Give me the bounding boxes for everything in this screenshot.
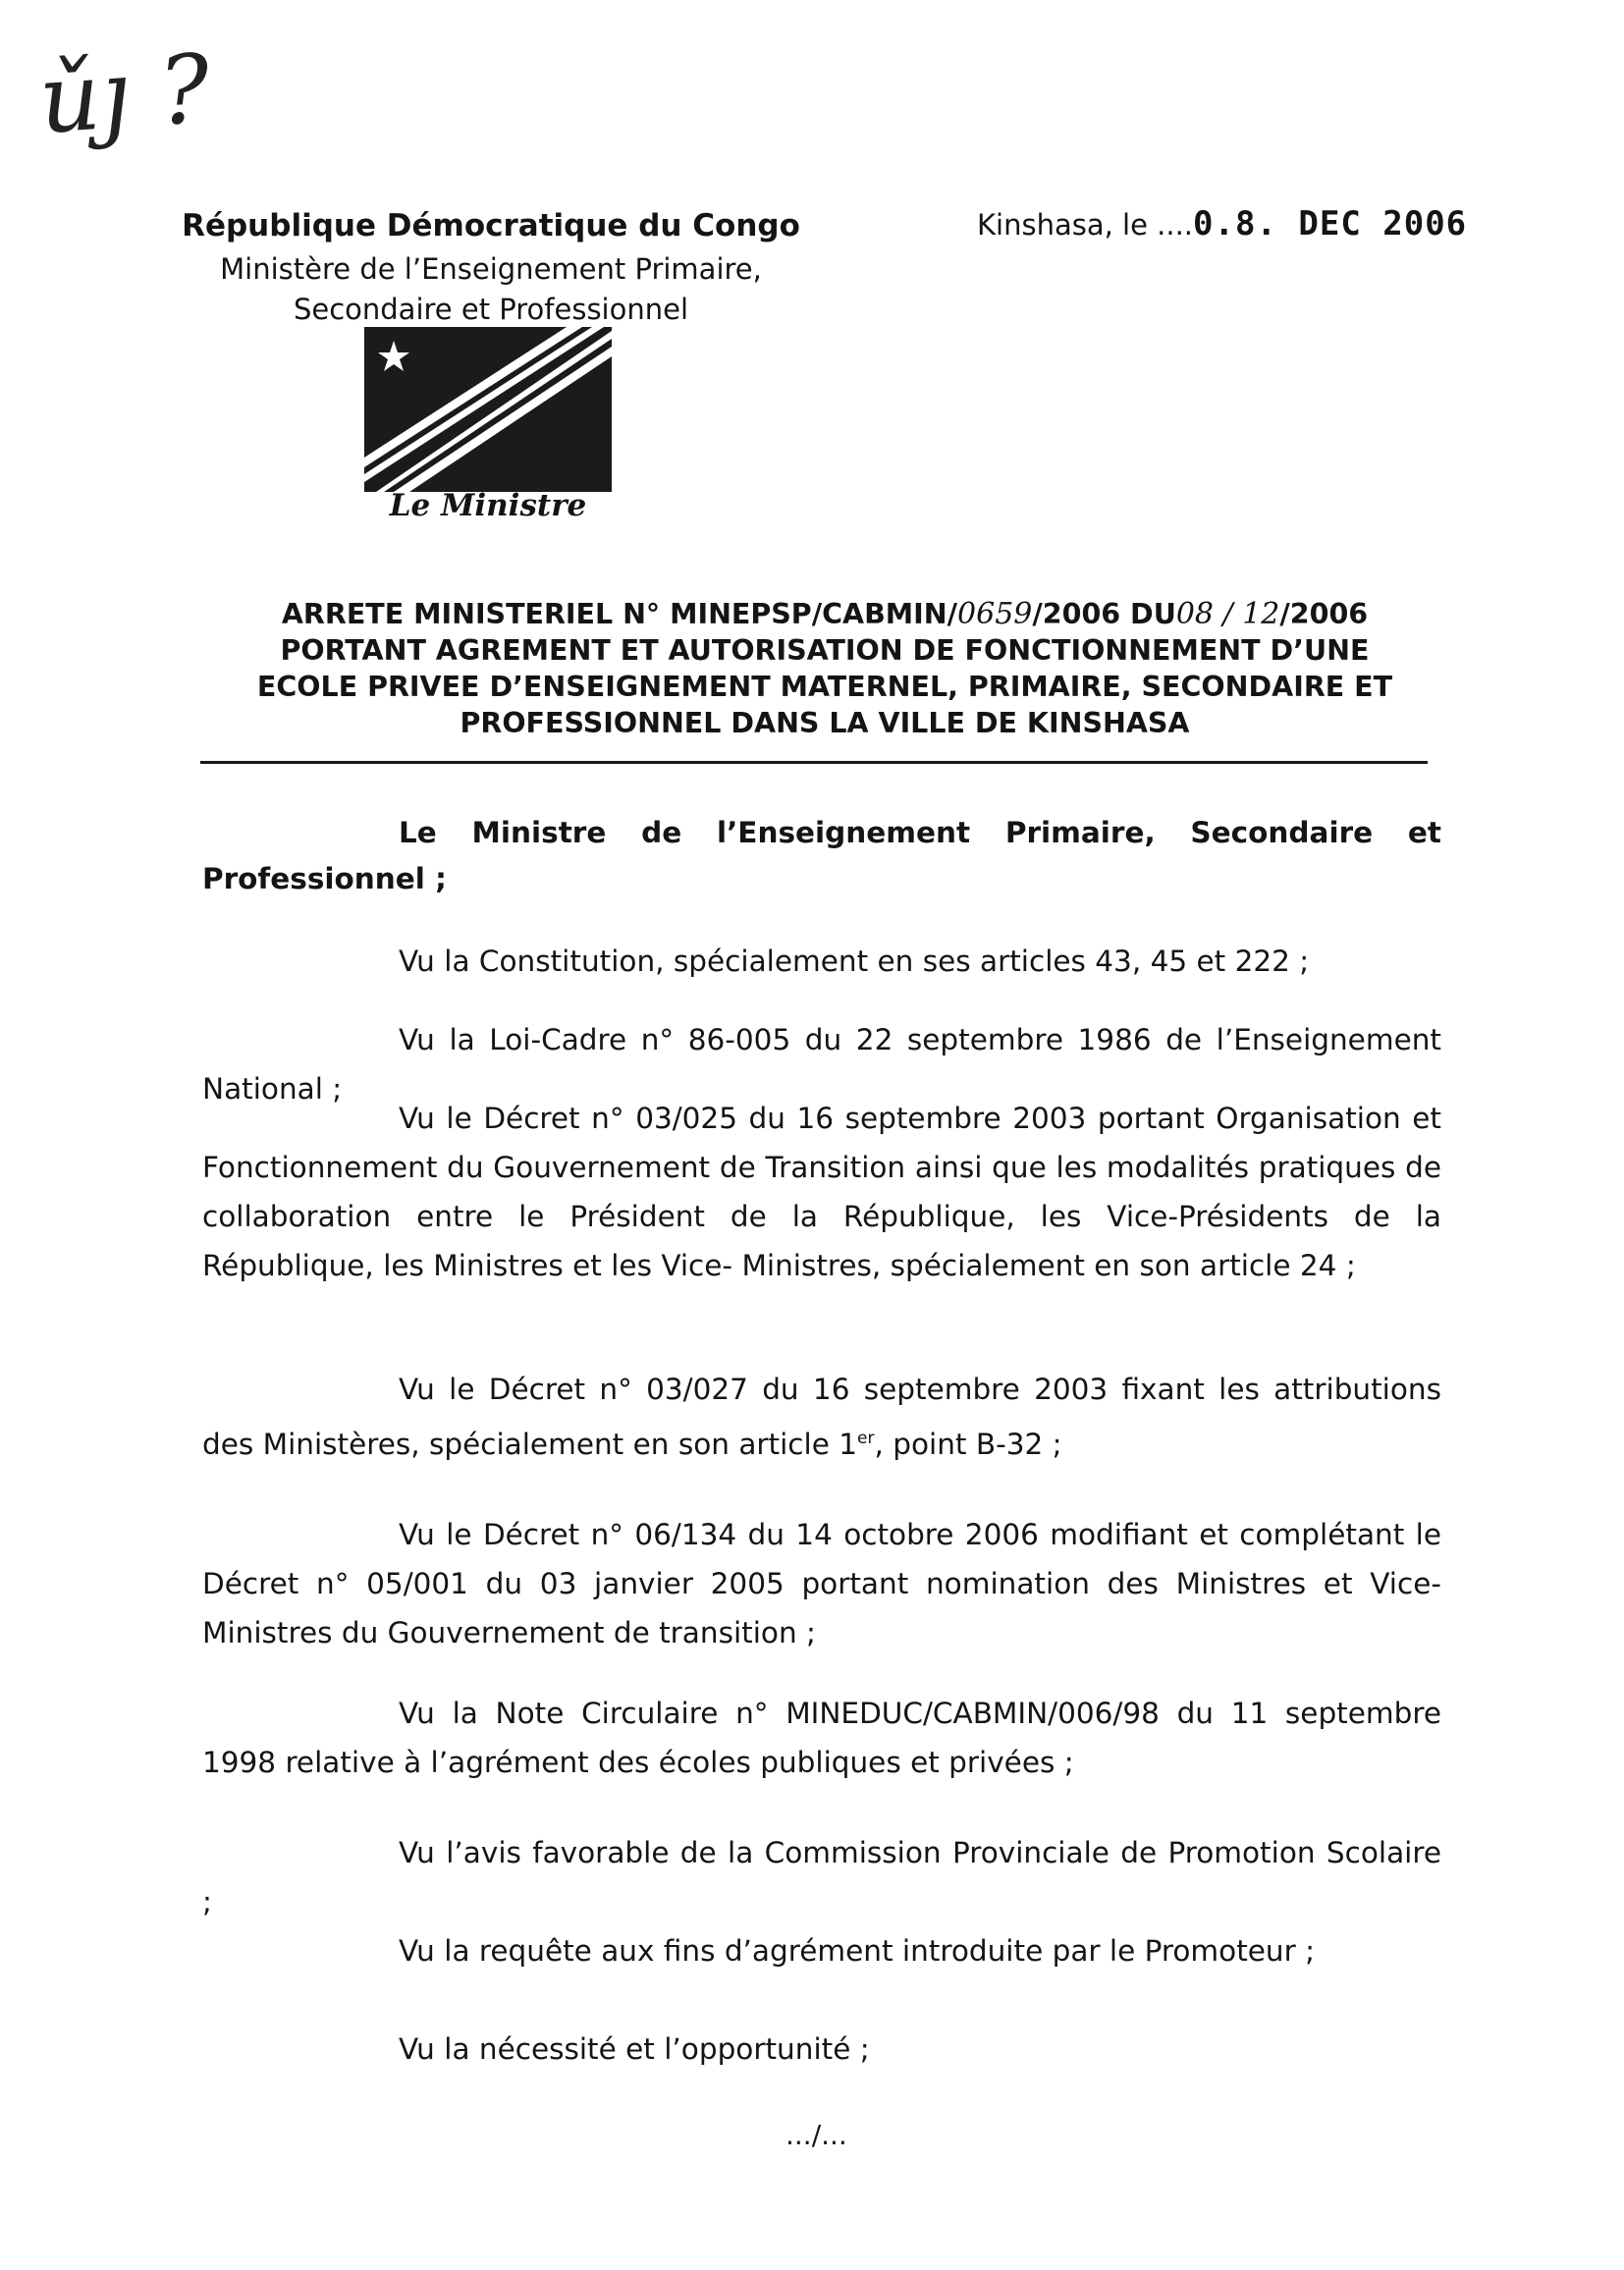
visa-loi-cadre: Vu la Loi-Cadre n° 86-005 du 22 septembre 1986 de l’Enseignement National ;: [202, 1023, 1441, 1106]
visa-note-circulaire: Vu la Note Circulaire n° MINEDUC/CABMIN/006/98 du 11 septembre 1998 relative à l’agrément des écoles publiques et privées ;: [202, 1697, 1441, 1779]
continuation-mark: .../...: [785, 2119, 847, 2151]
title-line-3: ECOLE PRIVEE D’ENSEIGNEMENT MATERNEL, PRIMAIRE, SECONDAIRE ET: [256, 671, 1393, 703]
visa-decret-03-027: Vu le Décret n° 03/027 du 16 septembre 2003 fixant les attributions des Ministères, spécialement en son article 1er, point B-32 ;: [202, 1373, 1441, 1461]
visa-avis-commission: Vu l’avis favorable de la Commission Provinciale de Promotion Scolaire ;: [202, 1836, 1441, 1919]
ministry-line-2: Secondaire et Professionnel: [293, 293, 689, 326]
visa-constitution: Vu la Constitution, spécialement en ses articles 43, 45 et 222 ;: [399, 945, 1310, 978]
preamble: Le Ministre de l’Enseignement Primaire, Secondaire et Professionnel ;: [202, 816, 1441, 895]
visa-decret-06-134: Vu le Décret n° 06/134 du 14 octobre 2006 modifiant et complétant le Décret n° 05/001 du 03 janvier 2005 portant nomination des Ministres et Vice-Ministres du Gouvernement de transition ;: [202, 1518, 1441, 1649]
decree-title: [177, 596, 1473, 741]
visa-decret-03-025: Vu le Décret n° 03/025 du 16 septembre 2003 portant Organisation et Fonctionnement du Gouvernement de Transition ainsi que les modalités pratiques de collaboration entre le Président de la République, les Vice-Présidents de la République, les Ministres et les Vice- Ministres, spécialement en son article 24 ;: [202, 1102, 1441, 1282]
visa-necessite: Vu la nécessité et l’opportunité ;: [399, 2032, 870, 2066]
ministry-line-1: Ministère de l’Enseignement Primaire,: [220, 252, 762, 286]
date-prefix: Kinshasa, le ....: [977, 208, 1194, 242]
title-line-2: PORTANT AGREMENT ET AUTORISATION DE FONCTIONNEMENT D’UNE: [280, 634, 1370, 667]
handwritten-mark: ǔȷ ?: [35, 33, 214, 155]
drc-flag-icon: [364, 327, 612, 492]
title-divider: [200, 761, 1428, 764]
decree-number-handwritten: 0659: [957, 597, 1033, 631]
minister-label: Le Ministre: [389, 488, 587, 523]
date-line: [977, 204, 1467, 243]
title-line-4: PROFESSIONNEL DANS LA VILLE DE KINSHASA: [460, 707, 1190, 739]
title-line-1: ARRETE MINISTERIEL N° MINEPSP/CABMIN/0659/2006 DU08 / 12/2006: [281, 597, 1369, 631]
decree-date-handwritten: 08 / 12: [1175, 597, 1280, 631]
country-name: République Démocratique du Congo: [182, 208, 800, 243]
visa-requete: Vu la requête aux fins d’agrément introduite par le Promoteur ;: [399, 1934, 1316, 1968]
date-stamp: 0.8. DEC 2006: [1193, 204, 1468, 243]
